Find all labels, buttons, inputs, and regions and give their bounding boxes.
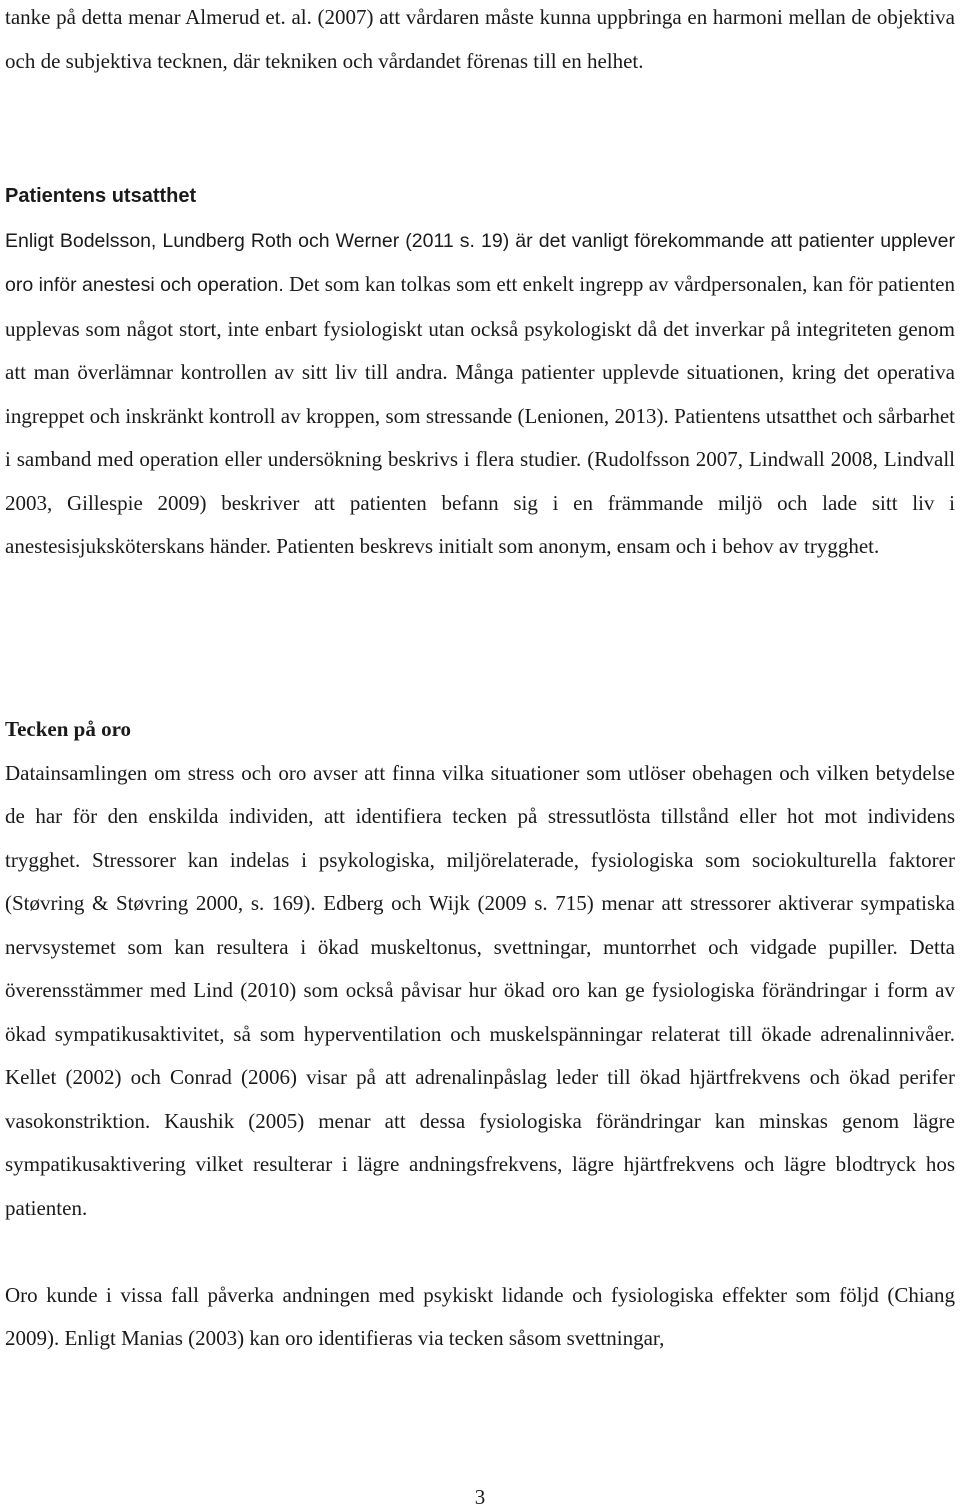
section-paragraph bbox=[5, 219, 955, 569]
section-heading: Tecken på oro bbox=[5, 717, 132, 741]
section-tecken-pa-oro bbox=[5, 708, 955, 1361]
section-paragraph: Datainsamlingen om stress och oro avser att finna vilka situationer som utlöser obehagen och vilken betydelse de har för den enskilda individen, att identifiera tecken på stressutlösta tillstånd eller hot mot individens trygghet. Stressorer kan indelas i psykologiska, miljörelaterade, fysiologiska som sociokulturella faktorer (Støvring & Støvring 2000, s. 169). Edberg och Wijk (2009 s. 715) menar att stressorer aktiverar sympatiska nervsystemet som kan resultera i ökad muskeltonus, svettningar, muntorrhet och vidgade pupiller. Detta överensstämmer med Lind (2010) som också påvisar hur ökad oro kan ge fysiologiska förändringar i form av ökad sympatikusaktivitet, så som hyperventilation och muskelspänningar relaterat till ökade adrenalinnivåer. Kellet (2002) och Conrad (2006) visar på att adrenalinpåslag leder till ökad hjärtfrekvens och ökad perifer vasokonstriktion. Kaushik (2005) menar att dessa fysiologiska förändringar kan minskas genom lägre sympatikusaktivering vilket resulterar i lägre andningsfrekvens, lägre hjärtfrekvens och lägre blodtryck hos patienten. bbox=[5, 760, 955, 1220]
section-patientens-utsatthet bbox=[5, 175, 955, 569]
section-paragraph: Oro kunde i vissa fall påverka andningen med psykiskt lidande och fysiologiska effekter som följd (Chiang 2009). Enligt Manias (2003) kan oro identifieras via tecken såsom svettningar, bbox=[5, 1282, 955, 1350]
paragraph-text-sans: Enligt Bodelsson, Lundberg Roth och Werner (2011 s. 19) är det vanligt förekommande att patienter upplever oro inför anestesi och operation. bbox=[5, 229, 955, 296]
continuation-paragraph: tanke på detta menar Almerud et. al. (2007) att vårdaren måste kunna uppbringa en harmoni mellan de objektiva och de subjektiva tecknen, där tekniken och vårdandet förenas till en helhet. bbox=[5, 5, 955, 73]
paragraph-text-serif: Det som kan tolkas som ett enkelt ingrepp av vårdpersonalen, kan för patienten upplevas som något stort, inte enbart fysiologiskt utan också psykologiskt då det inverkar på integriteten genom att man överlämnar kontrollen av sitt liv till andra. Många patienter upplevde situationen, kring det operativa ingreppet och inskränkt kontroll av kroppen, som stressande (Lenionen, 2013). Patientens utsatthet och sårbarhet i samband med operation eller undersökning beskrivs i flera studier. (Rudolfsson 2007, Lindwall 2008, Lindvall 2003, Gillespie 2009) beskriver att patienten befann sig i en främmande miljö och lade sitt liv i anestesisjuksköterskans händer. Patienten beskrevs initialt som anonym, ensam och i behov av trygghet. bbox=[5, 272, 956, 558]
page-number: 3 bbox=[474, 1485, 486, 1509]
section-heading: Patientens utsatthet bbox=[5, 185, 197, 207]
